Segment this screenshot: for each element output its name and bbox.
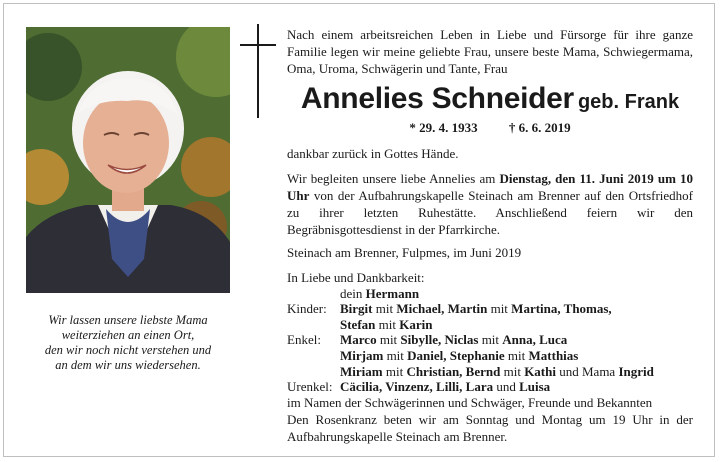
- mourners-intro: In Liebe und Dankbarkeit:: [287, 270, 425, 285]
- great-grandchildren-row: Urenkel: Cäcilia, Vinzenz, Lilli, Lara und Luisa: [287, 379, 551, 395]
- life-dates: [287, 120, 693, 136]
- returned-text: dankbar zurück in Gottes Hände.: [287, 146, 459, 161]
- place-date: Steinach am Brenner, Fulpmes, im Juni 2019: [287, 245, 522, 260]
- grandchildren-row: Miriam mit Christian, Bernd mit Kathi und Mama Ingrid: [340, 363, 654, 379]
- intro-text: Nach einem arbeitsreichen Leben in Liebe und Fürsorge für ihre ganze Familie legen wir meine geliebte Frau, unsere beste Mama, Schwiegermama, Oma, Uroma, Schwägerin und Tante, Frau: [287, 27, 693, 76]
- others-row: im Namen der Schwägerinnen und Schwäger, Freunde und Bekannten: [287, 394, 653, 410]
- maiden-name: geb. Frank: [577, 91, 680, 113]
- birth-date: * 29. 4. 1933: [409, 120, 478, 135]
- memorial-quote: [20, 313, 236, 373]
- mourners-list: [287, 270, 697, 410]
- grandchildren-row: Mirjam mit Daniel, Stephanie mit Matthias: [340, 347, 579, 363]
- husband-row: dein Hermann: [340, 285, 420, 301]
- children-row: Kinder: Birgit mit Michael, Martin mit Martina, Thomas,: [287, 301, 612, 317]
- portrait-photo: [26, 27, 230, 293]
- death-date: † 6. 6. 2019: [508, 120, 571, 135]
- children-row: Stefan mit Karin: [340, 316, 433, 332]
- deceased-name: [287, 82, 693, 116]
- grandchildren-row: Enkel: Marco mit Sibylle, Niclas mit Anna, Luca: [287, 332, 568, 348]
- rosary-info: Den Rosenkranz beten wir am Sonntag und Montag um 19 Uhr in der Aufbahrungskapelle Steinach am Brenner.: [287, 412, 693, 444]
- quote-line: Wir lassen unsere liebste Mama: [48, 313, 208, 327]
- quote-line: den wir noch nicht verstehen und: [44, 343, 212, 357]
- full-name: Annelies Schneider: [300, 82, 574, 115]
- quote-line: an dem wir uns wiedersehen.: [55, 358, 201, 372]
- funeral-time: um 10 Uhr: [287, 171, 694, 203]
- cross-icon: [240, 24, 276, 118]
- funeral-date: Dienstag, den 11. Juni 2019: [499, 171, 654, 186]
- quote-line: weiterziehen an einen Ort,: [61, 328, 195, 342]
- funeral-info: Wir begleiten unsere liebe Annelies am Dienstag, den 11. Juni 2019 um 10 Uhr von der Aufbahrungskapelle Steinach am Brenner auf den Ortsfriedhof zu ihrer letzten Ruhestätte. Anschließend feiern wir den Begräbnisgottesdienst in der Pfarrkirche.: [287, 171, 694, 237]
